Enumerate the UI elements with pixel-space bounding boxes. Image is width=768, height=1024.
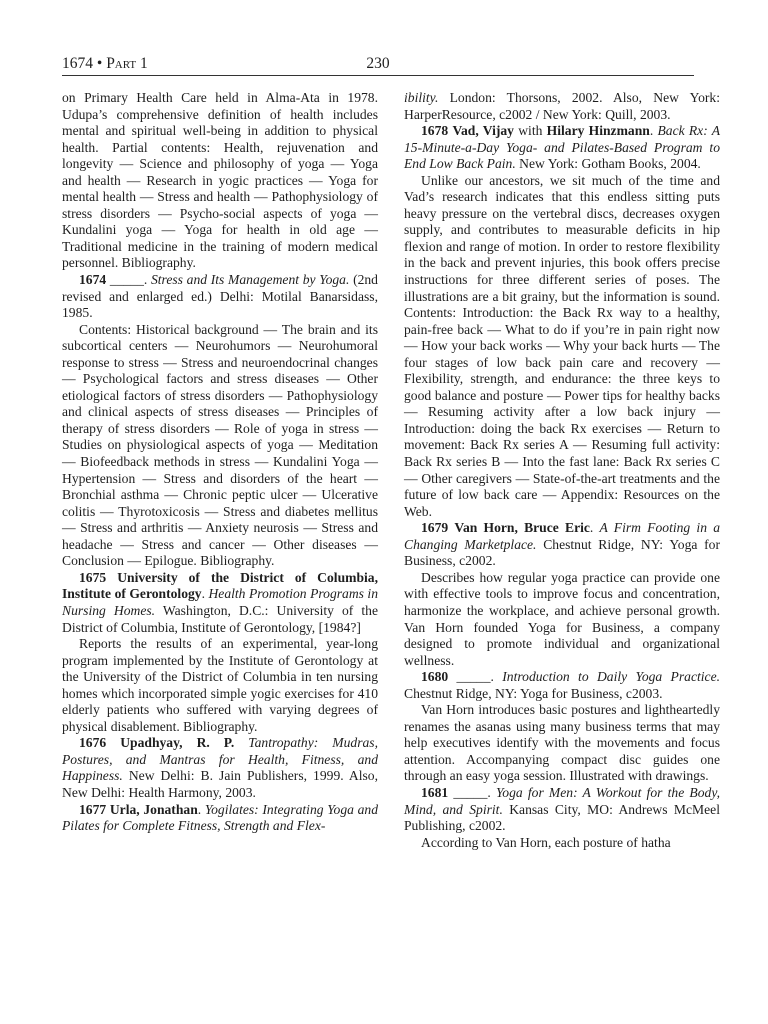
entry-1674: 1674 _____. Stress and Its Management by Yoga. (2nd revised and enlarged ed.) Delhi: Motilal Banarsidass, 1985. [62,272,378,321]
entry-author: University of the District of Columbia, Institute of Gerontology [62,569,378,602]
entry-author: Urla, Jonathan [109,801,198,817]
entry-title: Yogilates: Integrating Yoga and Pilates for Complete Fitness, Strength and Flex- [62,801,378,834]
entry-1679-annotation: Describes how regular yoga practice can provide one with effective tools to improve focus and concentration, harmonize the workplace, and achieve personal growth. Van Horn founded Yoga for Business, a company designed to promote individual and organizational wellness. [404,569,720,668]
entry-with: with [518,123,543,139]
entry-author: Upadhyay, R. P. [120,735,235,751]
entry-number: 1677 [79,801,107,817]
entry-number: 1680 [421,669,449,685]
entry-publication: New York: Gotham Books, 2004. [519,156,701,172]
entry-1678-annotation: Unlike our ancestors, we sit much of the time and Vad’s research indicates that this endless sitting puts heavy pressure on the vertebral discs, decreases oxygen supply, and contributes to measurable deficits in hip flexion and range of motion. In order to restore flexibility in the back and prevent injuries, this book offers precise instructions for three different series of poses. The illustrations are a bit grainy, but the information is sound. Contents: Introduction: the Back Rx way to a healthy, pain-free back — What to do if you’re in pain right now — How your back works — Why your back hurts — The four stages of low back pain care and recovery — Flexibility, strength, and endurance: the three keys to good balance and posture — Power tips for healthy backs — Resuming activity after a low back injury — Introduction: doing the back Rx exercises — Return to movement: Back Rx series A — Resuming full activity: Back Rx series B — Into the fast lane: Back Rx series C — Other caregivers — State-of-the-art treatments and the future of low back care — Appendix: Resources on the Web. [404,172,720,519]
entry-author: Van Horn, Bruce Eric [454,520,590,536]
entry-title: Tantropathy: Mudras, Postures, and Mantras for Health, Fitness, and Happiness. [62,735,378,784]
entry-author-blank: _____ [456,669,491,685]
right-column [404,90,720,851]
entry-title: Health Promotion Programs in Nursing Homes. [62,586,378,618]
running-head [62,53,694,76]
entry-1676 [62,735,378,801]
entry-1681: 1681 _____. Yoga for Men: A Workout for the Body, Mind, and Spirit. Kansas City, MO: Andrews McMeel Publishing, c2002. [404,784,720,834]
entry-publication: London: Thorsons, 2002. Also, New York: HarperResource, c2002 / New York: Quill, 2003. [404,90,720,122]
entry-publication: Chestnut Ridge, NY: Yoga for Business, c2002. [404,536,720,569]
entry-1674-annotation: Contents: Historical background — The brain and its subcortical centers — Neurohumors — Neurohumoral response to stress — Stress and neuroendocrinal changes — Psychological factors and stress diseases — Other etiological factors of stress disorders — Pathophysiology and clinical aspects of stress diseases — Principles of therapy of stress disorders — Role of yoga in stress — Studies on physiological aspects of yoga — Meditation — Biofeedback methods in stress — Kundalini Yoga — Hypertension — Stress and disorders of the heart — Bronchial asthma — Chronic peptic ulcer — Ulcerative colitis — Thyrotoxicosis — Stress and diabetes mellitus — Stress and arthritis — Anxiety neurosis — Stress and headache — Stress and cancer — Other diseases — Conclusion — Epilogue. Bibliography. [62,321,378,569]
entry-number: 1676 [79,735,107,751]
entry-1675: 1675 University of the District of Columbia, Institute of Gerontology. Health Promotion Programs in Nursing Homes. Washington, D.C.: University of the District of Columbia, Institute of Gerontology, [1984?] [62,569,379,635]
entry-1679: 1679 Van Horn, Bruce Eric. A Firm Footing in a Changing Marketplace. Chestnut Ridge, NY: Yoga for Business, c2002. [404,520,720,569]
header-entry-range: 1674 [62,55,93,72]
entry-number: 1675 [79,569,107,585]
entry-number: 1674 [79,272,107,288]
entry-title: Back Rx: A 15-Minute-a-Day Yoga- and Pilates-Based Program to End Low Back Pain. [404,123,721,172]
entry-publication: Kansas City, MO: Andrews McMeel Publishing, c2002. [404,801,720,834]
entry-number: 1681 [421,784,449,800]
entry-1680-annotation: Van Horn introduces basic postures and lightheartedly renames the asanas using many business terms that may help executives identify with the movements and focus attention. Accompanying compact disc guides one through an easy yoga session. Illustrated with drawings. [404,702,720,784]
entry-title-end: ibility. [404,90,439,105]
entry-publication: Chestnut Ridge, NY: Yoga for Business, c2003. [404,685,663,701]
entry-title: Yoga for Men: A Workout for the Body, Mind, and Spirit. [404,784,720,817]
entry-1675-annotation: Reports the results of an experimental, year-long program implemented by the Institute of Gerontology at the University of the District of Columbia in ten nursing homes which incorporated simple yogic exercises for 410 elderly patients who suffered with varying degrees of physical disablement. Bibliography. [62,636,378,734]
entry-author-blank: _____ [109,272,144,288]
entry-author-blank: _____ [453,784,488,800]
entry-title: A Firm Footing in a Changing Marketplace. [404,520,720,552]
entry-publication: (2nd revised and enlarged ed.) Delhi: Motilal Banarsidass, 1985. [62,272,378,321]
entry-title: Stress and Its Management by Yoga. [150,272,350,288]
entry-number: 1679 [421,520,449,536]
entry-title: Introduction to Daily Yoga Practice. [502,669,720,685]
entry-number: 1678 [421,123,449,139]
entry-1681-annotation: According to Van Horn, each posture of hatha [421,834,671,850]
entry-1677: 1677 Urla, Jonathan. Yogilates: Integrating Yoga and Pilates for Complete Fitness, Strength and Flex- [62,801,378,834]
entry-1678: 1678 Vad, Vijay with Hilary Hinzmann. Back Rx: A 15-Minute-a-Day Yoga- and Pilates-Based Program to End Low Back Pain. New York: Gotham Books, 2004. [404,123,721,172]
header-bullet: • [96,55,103,72]
left-column [62,90,378,835]
entry-coauthor: Hilary Hinzmann [546,123,650,139]
entry-continuation-text: on Primary Health Care held in Alma-Ata in 1978. Udupa’s comprehensive definition of health includes mental and spiritual well-being in addition to physical health. Partial contents: Health, rejuvenation and longevity — Science and philosophy of yoga — Yoga and health — Research in yogic practices — Yoga for mental health — Stress and health — Pathophysiology of stress disorders — Psycho-social aspects of yoga — Kundalini yoga — Yoga for health in old age — Traditional medicine in the training of modern medical personnel. Bibliography. [62,90,378,271]
entry-author: Vad, Vijay [452,123,514,139]
entry-1680: 1680 _____. Introduction to Daily Yoga Practice. Chestnut Ridge, NY: Yoga for Business, c2003. [404,669,720,701]
entry-publication: Washington, D.C.: University of the District of Columbia, Institute of Gerontology, [1984?] [62,602,379,635]
entry-publication: New Delhi: B. Jain Publishers, 1999. Also, New Delhi: Health Harmony, 2003. [62,768,379,800]
page-number: 230 [366,55,390,72]
header-part: Part 1 [106,55,148,72]
entry-1677-continuation [404,90,720,123]
